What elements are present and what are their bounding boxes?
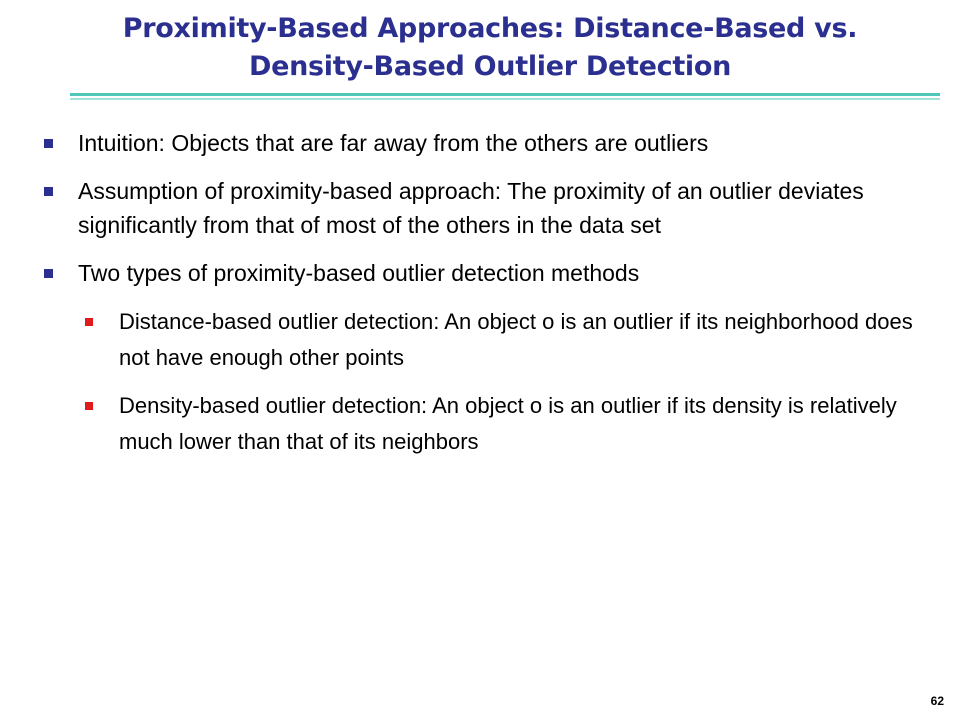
red-square-bullet-icon [85,402,93,410]
slide-title-line-1: Proximity-Based Approaches: Distance-Based vs. [122,13,858,44]
bullet-text: Two types of proximity-based outlier detection methods [78,260,640,286]
bullet-list [44,126,924,472]
bullet-text: Assumption of proximity-based approach: The proximity of an outlier deviates significantly from that of most of the others in the data set [78,178,864,238]
slide-title [40,10,940,86]
title-divider-accent [70,98,940,100]
sub-bullet-item-density-based [85,388,924,460]
page-number: 62 [930,694,944,708]
sub-bullet-text: Density-based outlier detection: An object o is an outlier if its density is relatively much lower than that of its neighbors [119,393,897,454]
title-divider [70,93,940,96]
square-bullet-icon [44,139,53,148]
bullet-item-intuition [44,126,924,160]
red-square-bullet-icon [85,318,93,326]
sub-bullet-text: Distance-based outlier detection: An object o is an outlier if its neighborhood does not have enough other points [119,309,913,370]
square-bullet-icon [44,269,53,278]
square-bullet-icon [44,187,53,196]
sub-bullet-item-distance-based [85,304,924,376]
bullet-item-assumption [44,174,924,242]
slide-title-line-2: Density-Based Outlier Detection [248,51,732,82]
bullet-item-two-types [44,256,924,290]
bullet-text: Intuition: Objects that are far away from the others are outliers [78,130,709,156]
